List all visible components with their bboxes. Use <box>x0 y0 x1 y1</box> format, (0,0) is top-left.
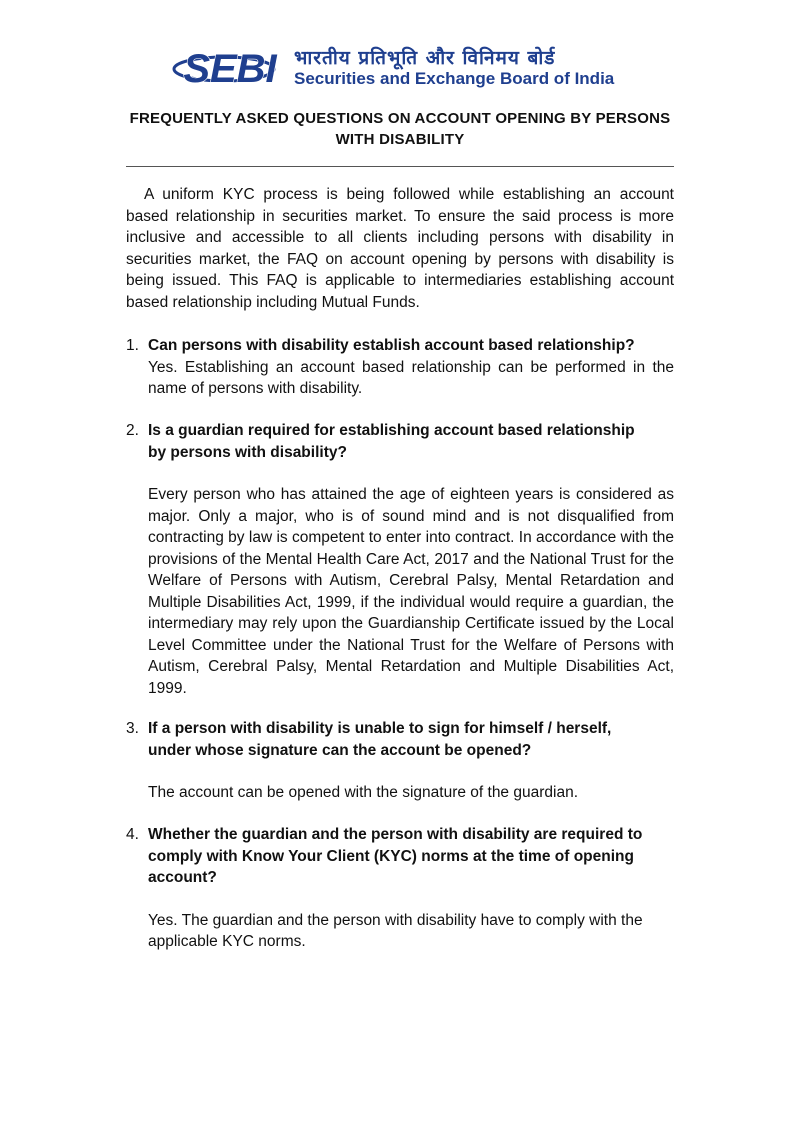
logo-hindi-name: भारतीय प्रतिभूति और विनिमय बोर्ड <box>294 47 556 69</box>
faq-number: 3. <box>126 720 139 737</box>
faq-question: If a person with disability is unable to sign for himself / herself, under whose signature can the account be opened? <box>148 720 612 759</box>
page-title: FREQUENTLY ASKED QUESTIONS ON ACCOUNT OPENING BY PERSONS WITH DISABILITY <box>129 110 671 148</box>
faq-answer: Every person who has attained the age of eighteen years is considered as major. Only a major, who is of sound mind and is not disqualified from contracting by law is competent to enter into contract. In accordance with the provisions of the Mental Health Care Act, 2017 and the National Trust for the Welfare of Persons with Autism, Cerebral Palsy, Mental Retardation and Multiple Disabilities Act, 1999, if the individual would require a guardian, the intermediary may rely upon the Guardianship Certificate issued by the Local Level Committee under the National Trust for the Welfare of Persons with Autism, Cerebral Palsy, Mental Retardation and Multiple Disabilities Act, 1999. <box>148 486 674 697</box>
svg-text:SEBI: SEBI <box>183 47 277 91</box>
sebi-logo-mark <box>172 44 288 92</box>
faq-question: Whether the guardian and the person with disability are required to comply with Know Your Client (KYC) norms at the time of opening account? <box>148 826 643 886</box>
title-divider <box>126 166 674 167</box>
faq-number: 2. <box>126 422 139 439</box>
faq-item-4 <box>126 824 674 953</box>
logo-english-name: Securities and Exchange Board of India <box>294 69 615 88</box>
intro-paragraph: A uniform KYC process is being followed while establishing an account based relationship in securities market. To ensure the said process is more inclusive and accessible to all clients including persons with disability in securities market, the FAQ on account opening by persons with disability is being issued. This FAQ is applicable to intermediaries establishing account based relationship including Mutual Funds. <box>126 186 674 311</box>
faq-answer: Yes. Establishing an account based relationship can be performed in the name of persons with disability. <box>148 358 674 397</box>
faq-number: 4. <box>126 826 139 843</box>
faq-item-1 <box>126 335 674 400</box>
faq-question: Is a guardian required for establishing account based relationship by persons with disability? <box>148 422 635 461</box>
faq-answer: The account can be opened with the signature of the guardian. <box>148 784 578 801</box>
sebi-logo <box>172 44 614 92</box>
faq-number: 1. <box>126 337 139 354</box>
faq-answer: Yes. The guardian and the person with disability have to comply with the applicable KYC norms. <box>148 911 643 950</box>
faq-item-2 <box>126 420 674 699</box>
faq-item-3 <box>126 718 674 804</box>
faq-question: Can persons with disability establish account based relationship? <box>148 337 635 354</box>
